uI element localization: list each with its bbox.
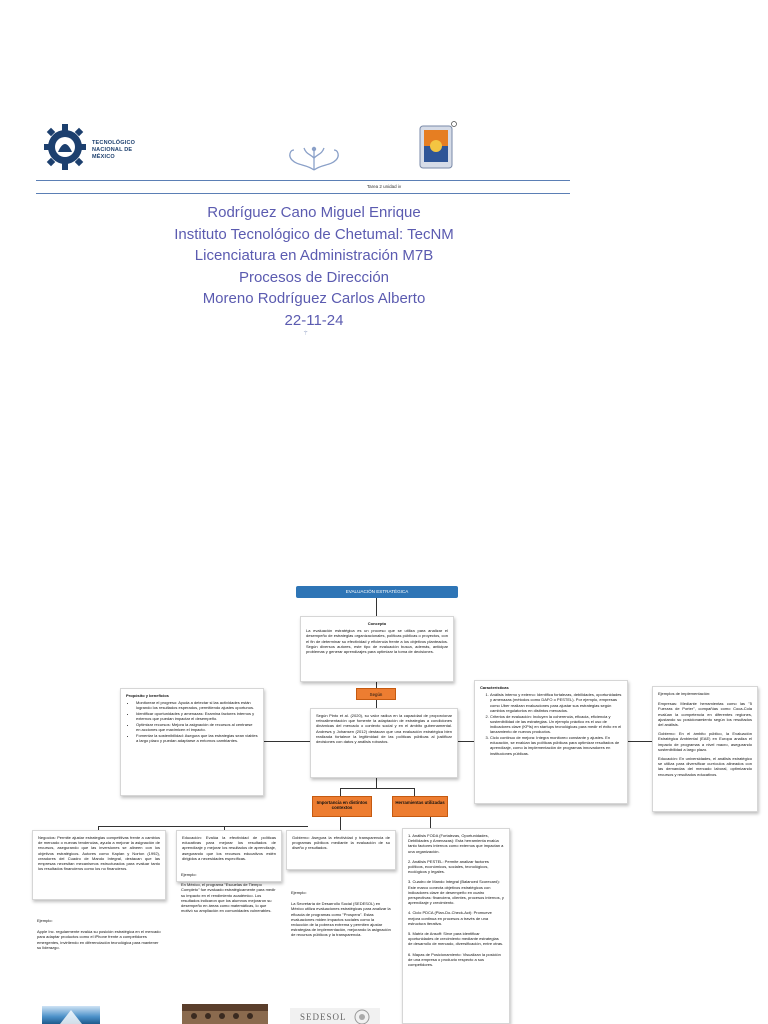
- cover-subject: Procesos de Dirección: [238, 268, 390, 286]
- header-rule-top: [36, 180, 570, 181]
- itch-logo: [418, 120, 458, 172]
- educacion-example: En México, el programa "Escuelas de Tiempo Completo" fue evaluado estratégicamente para medir su impacto en el rendimiento académico. Los resultados indicaron que los alumnos mejoraron su desempeño en áreas como matemáticas, lo que motivó su ampliación en comunidades vulnerables.: [181, 882, 276, 914]
- importancia-label: Importancia en distintos contextos: [312, 796, 372, 817]
- proposito-heading: Propósito y beneficios: [126, 693, 169, 698]
- cover-institution: Instituto Tecnológico de Chetumal: TecNM: [174, 225, 454, 243]
- apple-store-image: [42, 1006, 100, 1024]
- cover-teacher: Moreno Rodríguez Carlos Alberto: [202, 290, 426, 307]
- cover-date: 22-11-24: [284, 311, 344, 329]
- concept-box: [300, 616, 454, 682]
- herramientas-item: 6. Mapas de Posicionamiento: Visualizan la posición de una empresa o producto respecto a sus competidores.: [408, 951, 501, 968]
- connector-line: [340, 817, 341, 830]
- ejemplos-heading: Ejemplos de implementación:: [658, 691, 711, 696]
- connector-line: [414, 788, 415, 796]
- ornament-icon: [280, 144, 348, 172]
- negocios-box: [32, 830, 166, 900]
- header-rule-bottom: [36, 193, 570, 194]
- ejemplos-paragraph: Empresas: Mediante herramientas como las "5 Fuerzas de Porter", compañías como Coca-Cola evalúan la competencia en diferentes regiones, ajustando su posicionamiento según los resultados del análisis.: [658, 701, 752, 728]
- negocios-example-title: Ejemplo:: [37, 918, 53, 923]
- educacion-example-box: [176, 866, 282, 1006]
- gobierno-example: La Secretaría de Desarrollo Social (SEDESOL) en México utiliza evaluaciones estratégicas para analizar la eficacia de programas como "Prospera". Estas evaluaciones miden impactos sociales como la reducción de la pobreza extrema y permiten ajustar estrategias de implementación, mejorando la asignación de recursos públicos y la transparencia.: [291, 901, 391, 938]
- connector-line: [376, 700, 377, 708]
- segun-box: [310, 708, 458, 778]
- segun-text: Según Pinto et al. (2020), su valor radica en la capacidad de proporcionar retroalimentación que fomente la adaptación de estrategias a condiciones dinámicas del mercado o contexto social y en el ámbito gubernamental. Andrews y Johansen (2012) destacan que una evaluación estratégica bien realizada fortalece la legitimidad de las políticas públicas al justificar decisiones con datos y análisis robustos.: [316, 713, 452, 745]
- gobierno-example-box: [286, 886, 396, 978]
- connector-line: [340, 788, 414, 789]
- classroom-image: [182, 1004, 268, 1024]
- concept-heading: Concepto: [367, 621, 387, 626]
- herramientas-item: 1. Análisis FODA (Fortalezas, Oportunidades, Debilidades y Amenazas): Esta herramienta evalúa tanto factores internos como externos que impactan a una organización.: [408, 833, 504, 854]
- gobierno-example-title: Ejemplo:: [291, 890, 307, 895]
- caracteristicas-item: 2. Criterios de evaluación: Incluyen la coherencia, eficacia, eficiencia y sostenibilidad de las estrategias. Un ejemplo práctico es el uso de indicadores clave (KPIs) en startups tecnológicas para medir el éxito en el lanzamiento de nuevos productos.: [490, 714, 622, 735]
- proposito-item: • Fomentar la sostenibilidad: Asegura que las estrategias sean viables a largo plazo y puedan adaptarse a entornos cambiantes.: [136, 733, 258, 743]
- proposito-box: [120, 688, 264, 796]
- connector-line: [430, 817, 431, 828]
- cover-program: Licenciatura en Administración M7B: [194, 247, 434, 264]
- herramientas-item: 5. Matriz de Ansoff: Sirve para identificar oportunidades de crecimiento mediante estrategias de desarrollo de mercado, diversificación, entre otras.: [408, 931, 504, 947]
- sedesol-logo: [290, 1008, 380, 1024]
- ejemplos-paragraph: Gobierno: En el ámbito público, la Evaluación Estratégica Ambiental (EAE) en Europa analiza el impacto de programas a nivel macro, asegurando sostenibilidad a largo plazo.: [658, 731, 752, 752]
- herramientas-item: 3. Cuadro de Mando Integral (Balanced Scorecard): Este marco conecta objetivos estratégicos con indicadores clave de desempeño en cuatro perspectivas: financiera, clientes, procesos internos, y aprendizaje y crecimiento.: [408, 879, 504, 906]
- proposito-item: • Monitorear el progreso: Ayuda a detectar si las actividades están logrando los resultados esperados, permitiendo ajustes oportunos.: [136, 700, 258, 710]
- caracteristicas-box: [474, 680, 628, 804]
- connector-line: [456, 741, 476, 742]
- tecnm-logo: [44, 124, 154, 174]
- cover-mark: ⚚: [303, 331, 309, 337]
- connector-line: [264, 741, 312, 742]
- herramientas-item: 2. Análisis PESTEL: Permite analizar factores políticos, económicos, sociales, tecnológicos, ecológicos y legales.: [408, 858, 489, 875]
- proposito-item: • Identificar oportunidades y amenazas: Examina factores internos y externos que puedan impactar el desempeño.: [136, 711, 258, 721]
- caracteristicas-item: 3. Ciclo continuo de mejora: Integra monitoreo constante y ajustes. En educación, se evalúan las políticas públicas para optimizar resultados de aprendizaje, como la implementación de programas innovadores en instituciones públicas.: [490, 735, 622, 756]
- ejemplos-paragraph: Educación: En universidades, el análisis estratégico se utiliza para diversificar currículos alineados con las demandas del mercado laboral, optimizando recursos y resultados educativos.: [658, 756, 752, 777]
- cover-title-block: [0, 202, 628, 331]
- caracteristicas-heading: Características: [480, 685, 509, 690]
- connector-line: [376, 778, 377, 788]
- cover-author: Rodríguez Cano Miguel Enrique: [207, 204, 421, 221]
- negocios-example: Apple Inc. regularmente evalúa su posición estratégica en el mercado para adaptar productos como el iPhone frente a competidores emergentes, invirtiendo en diferenciación tecnológica para mantener su liderazgo.: [37, 929, 161, 950]
- gobierno-text: Gobierno: Asegura la efectividad y transparencia de programas públicos mediante la evaluación de su diseño y resultados.: [292, 835, 390, 851]
- seal-icon: [354, 1009, 370, 1024]
- educacion-example-title: Ejemplo:: [181, 872, 197, 877]
- proposito-item: • Optimizar recursos: Mejora la asignación de recursos al centrarse en acciones que maximicen el impacto.: [136, 722, 258, 732]
- concept-text: La evaluación estratégica es un proceso que se utiliza para analizar el desempeño de estrategias organizacionales, políticas públicas o proyectos, con el fin de determinar su efectividad y eficiencia frente a los objetivos planteados. Según diversos autores, este tipo de evaluación busca, además, anticipar problemas y generar aprendizajes para optimizar la toma de decisiones.: [306, 628, 448, 655]
- herramientas-label: Herramientas utilizadas: [392, 796, 448, 817]
- connector-line: [340, 788, 341, 796]
- gear-icon: [44, 124, 86, 170]
- connector-line: [628, 741, 652, 742]
- sedesol-label: SEDESOL: [300, 1012, 347, 1022]
- connector-line: [98, 826, 308, 827]
- gobierno-box: [286, 830, 396, 870]
- ejemplos-implementacion-box: [652, 686, 758, 812]
- diagram-title: EVALUACIÓN ESTRATÉGICA: [296, 586, 458, 598]
- tecnm-logo-text: TECNOLÓGICO NACIONAL DE MÉXICO: [92, 140, 136, 160]
- negocios-text: Negocios: Permite ajustar estrategias competitivas frente a cambios de mercado o nuevas tendencias, ayuda a mejorar la asignación de recursos, asegurando que las inversiones se alineen con los objetivos estratégicos. Autores como Kaplan y Norton (1992), creadores del Cuadro de Mando Integral, destacan que las empresas necesitan mecanismos estructurados para evaluar tanto los resultados financieros como los no financieros.: [38, 835, 160, 872]
- herramientas-box: [402, 828, 510, 1024]
- herramientas-item: 4. Ciclo PDCA (Plan-Do-Check-Act): Promueve mejora continua en procesos a través de una estructura iterativa.: [408, 910, 492, 926]
- caracteristicas-item: 1. Análisis interno y externo: Identifica fortalezas, debilidades, oportunidades y amenazas (métodos como DAFO o PESTEL). Por ejemplo, empresas como Uber realizan evaluaciones para ajustar sus estrategias según cambios regulatorios en distintos mercados.: [490, 692, 622, 713]
- header-label: Tarea 2 unidad iv: [366, 184, 402, 189]
- segun-label: Según: [356, 688, 396, 700]
- negocios-example-box: [32, 914, 166, 986]
- educacion-text: Educación: Evalúa la efectividad de políticas educativas para mejorar los resultados de aprendizaje y mejorar los resultados de aprendizaje, asegurando que los recursos educativos estén dirigidos a necesidades específicas.: [182, 835, 276, 861]
